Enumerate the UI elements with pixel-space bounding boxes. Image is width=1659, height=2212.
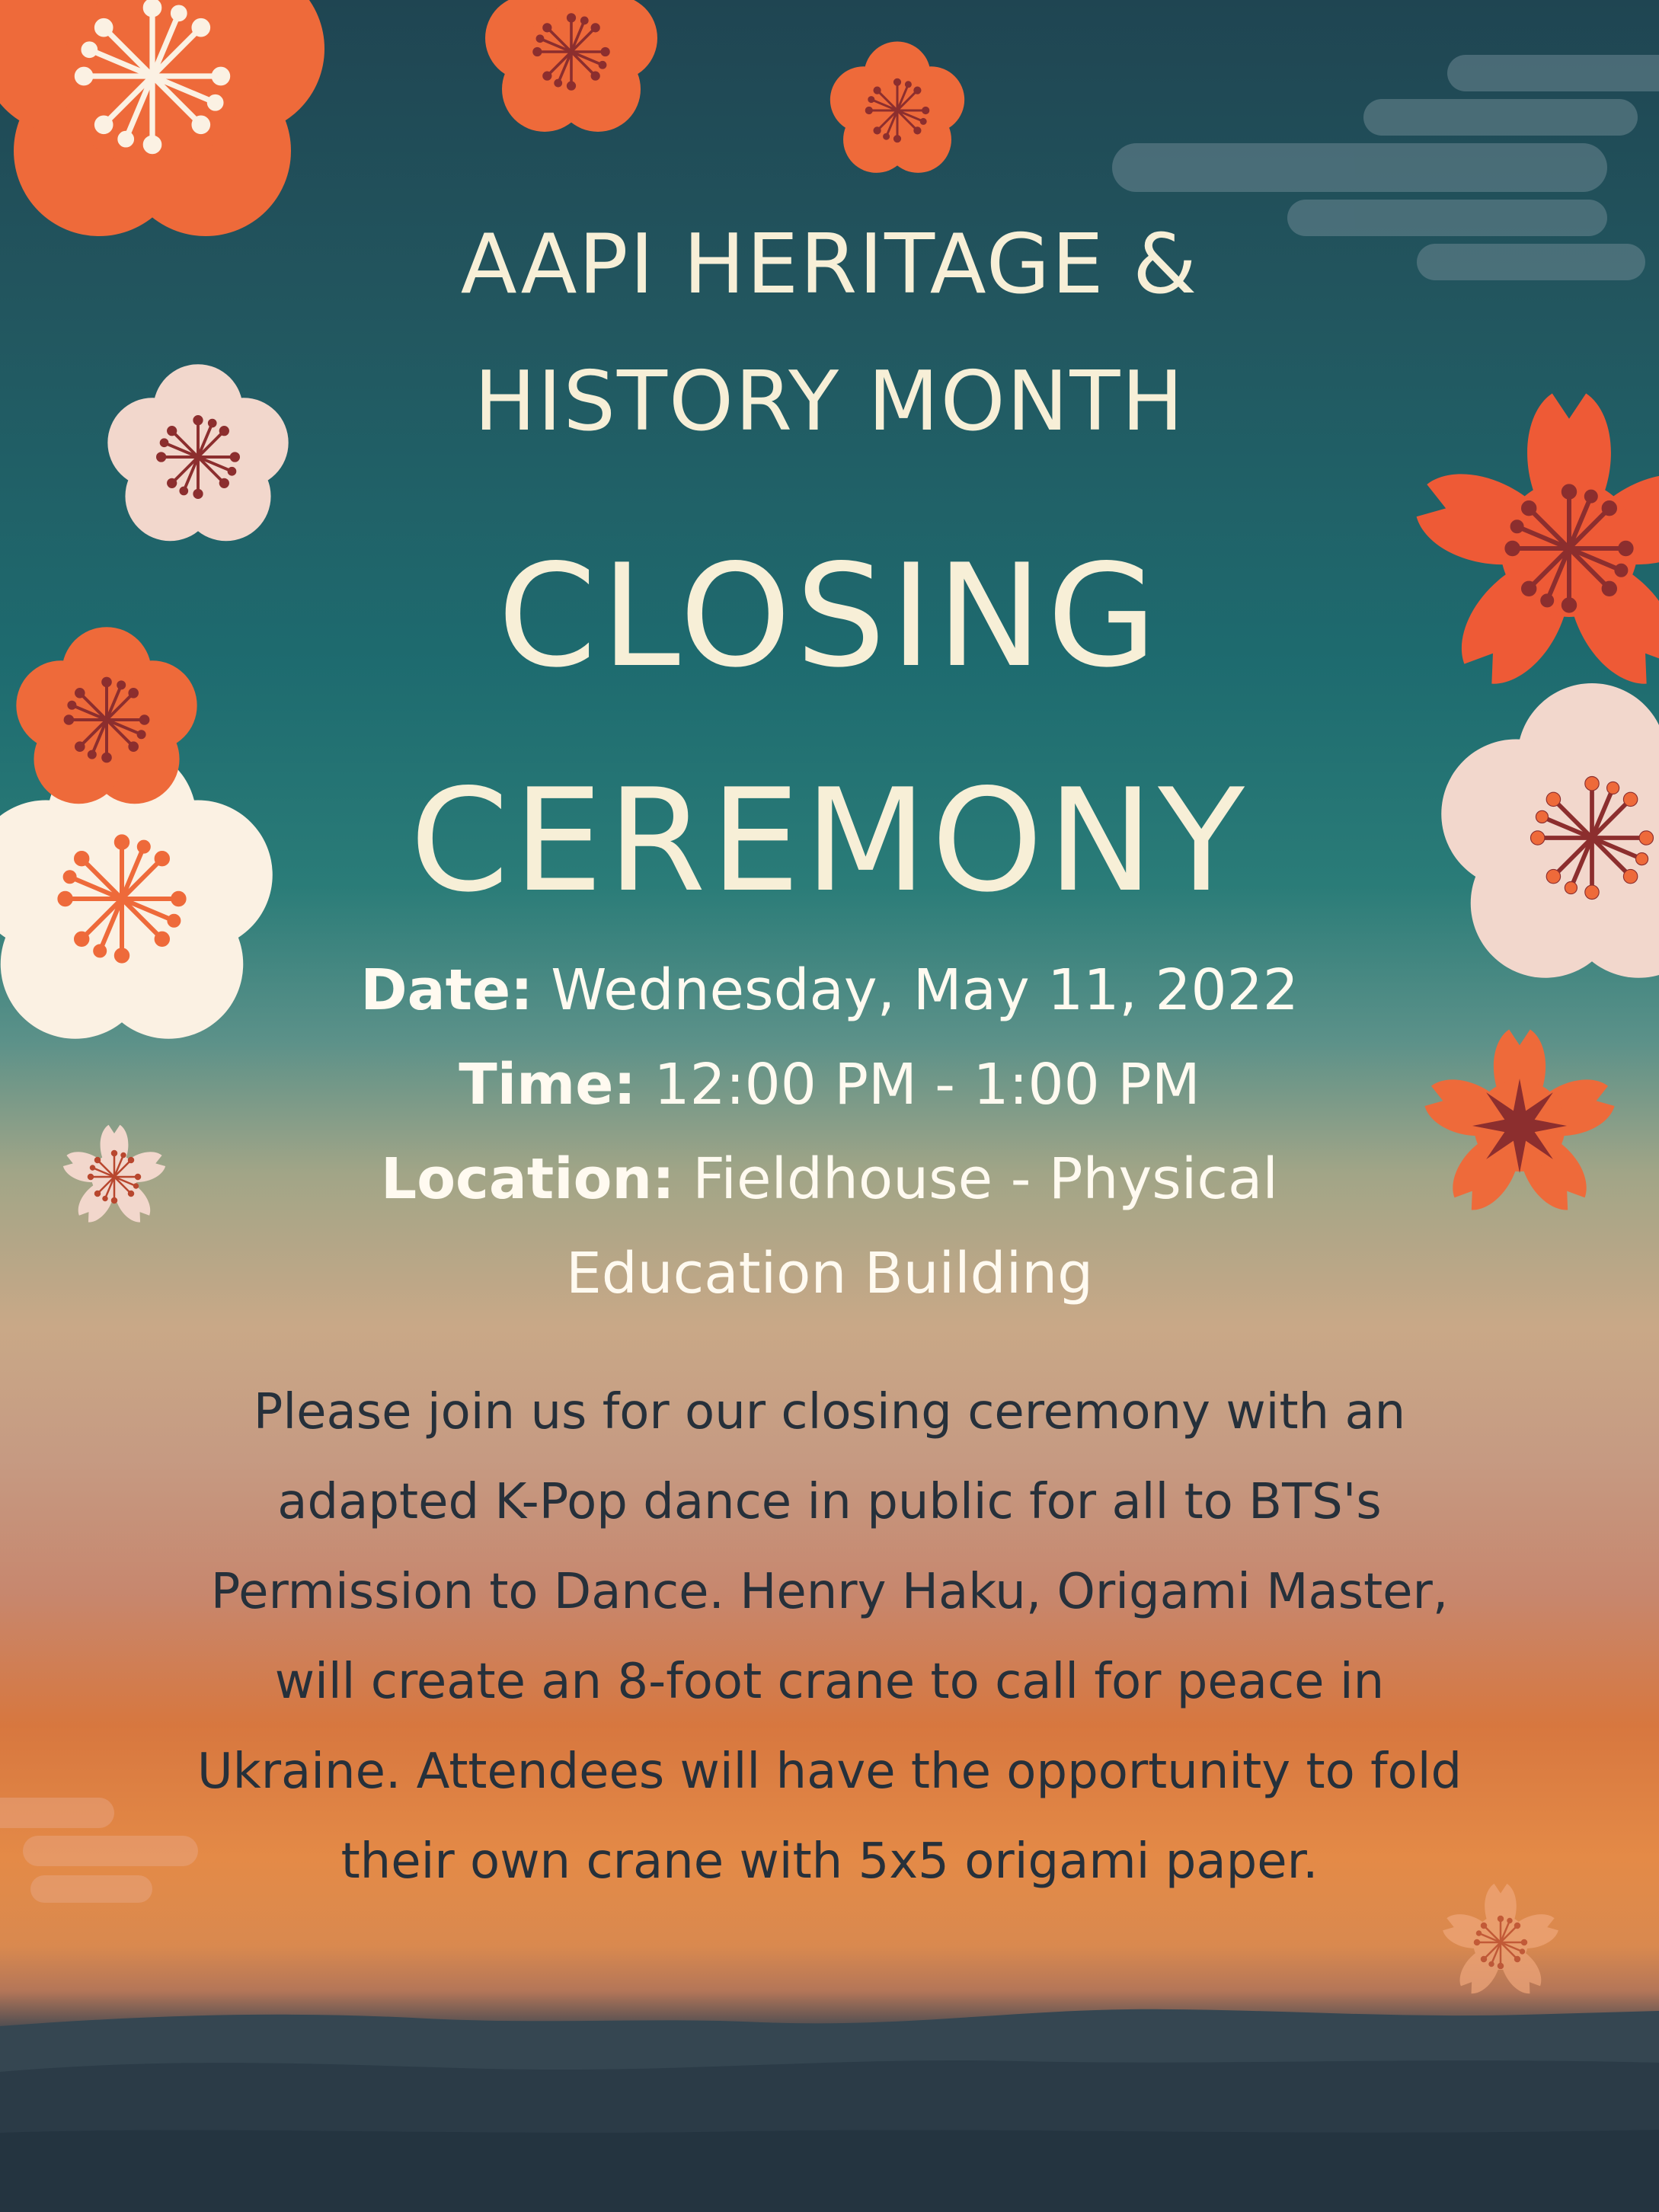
location-row xyxy=(0,1132,1659,1226)
description-line-5: Ukraine. Attendees will have the opportunity to fold xyxy=(197,1744,1462,1800)
event-details xyxy=(0,943,1659,1321)
description-line-4: will create an 8-foot crane to call for peace in xyxy=(274,1654,1385,1710)
date-value: Wednesday, May 11, 2022 xyxy=(532,957,1299,1023)
location-value-line-1: Fieldhouse - Physical xyxy=(674,1146,1278,1212)
title-line-1: AAPI HERITAGE & xyxy=(460,217,1199,312)
description-line-1: Please join us for our closing ceremony with an xyxy=(253,1384,1406,1440)
location-row-2 xyxy=(0,1226,1659,1321)
location-label: Location: xyxy=(381,1146,675,1212)
plum-blossom-icon xyxy=(0,0,324,236)
title-line-2: HISTORY MONTH xyxy=(474,354,1185,449)
description-line-3: Permission to Dance. Henry Haku, Origami Master, xyxy=(210,1564,1449,1620)
description-line-2: adapted K-Pop dance in public for all to BTS's xyxy=(277,1474,1382,1530)
title-closing: CLOSING xyxy=(497,533,1162,698)
title-ceremony: CEREMONY xyxy=(410,758,1249,923)
date-row xyxy=(0,943,1659,1037)
time-row xyxy=(0,1037,1659,1132)
description-line-6: their own crane with 5x5 origami paper. xyxy=(340,1833,1319,1890)
location-value-line-2: Education Building xyxy=(565,1241,1094,1306)
time-label: Time: xyxy=(459,1052,637,1117)
date-label: Date: xyxy=(360,957,533,1023)
time-value: 12:00 PM - 1:00 PM xyxy=(636,1052,1200,1117)
